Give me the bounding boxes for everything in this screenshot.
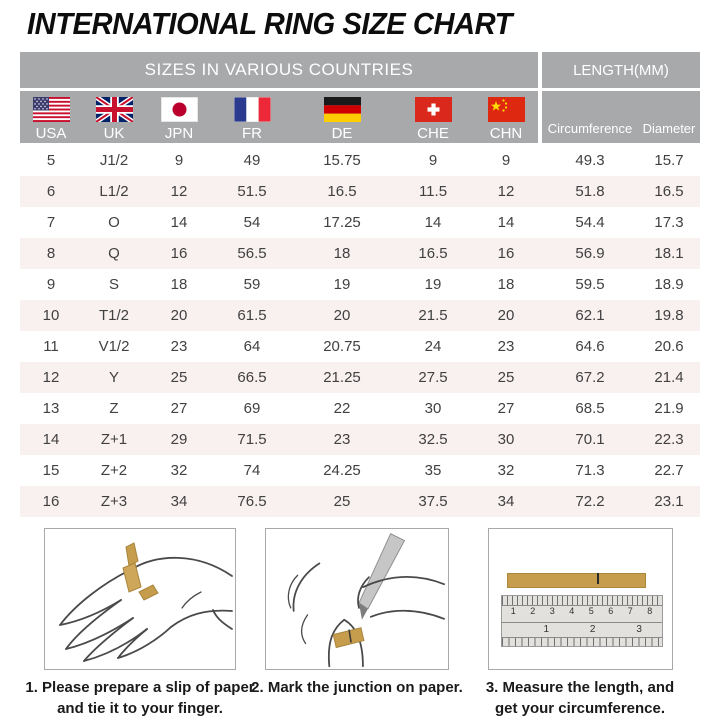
cell-chn: 12 (497, 183, 515, 200)
cell-circumference: 72.2 (575, 493, 605, 510)
cell-de: 19 (333, 276, 351, 293)
length-group-header: LENGTH(MM) (542, 52, 700, 88)
cell-uk: Y (108, 369, 119, 386)
cell-uk: Z+2 (100, 462, 128, 479)
cell-uk: S (108, 276, 119, 293)
column-fr (212, 91, 292, 143)
cell-che: 19 (424, 276, 442, 293)
cell-circumference: 56.9 (575, 245, 605, 262)
cell-che: 35 (424, 462, 442, 479)
cell-chn: 14 (497, 214, 515, 231)
cell-de: 16.5 (327, 183, 357, 200)
cell-uk: J1/2 (99, 152, 129, 169)
cell-circumference: 68.5 (575, 400, 605, 417)
cell-diameter: 19.8 (654, 307, 684, 324)
cell-usa: 12 (42, 369, 60, 386)
table-body (20, 145, 700, 517)
cell-jpn: 27 (170, 400, 188, 417)
cell-chn: 18 (497, 276, 515, 293)
ruler-cm-ticks (502, 596, 662, 606)
cell-usa: 11 (43, 338, 59, 355)
cell-fr: 56.5 (237, 245, 267, 262)
cell-usa: 14 (42, 431, 60, 448)
cell-chn: 25 (497, 369, 515, 386)
cell-usa: 15 (42, 462, 60, 479)
column-de (292, 91, 392, 143)
cell-diameter: 22.3 (654, 431, 684, 448)
cell-che: 30 (424, 400, 442, 417)
cell-circumference: 70.1 (575, 431, 605, 448)
cell-de: 15.75 (323, 152, 361, 169)
table-row (20, 486, 700, 517)
cell-fr: 49 (243, 152, 261, 169)
cell-uk: Z+1 (100, 431, 128, 448)
figure-box-2 (265, 528, 449, 670)
cell-diameter: 18.1 (654, 245, 684, 262)
cell-jpn: 20 (170, 307, 188, 324)
caption-line: 2. Mark the junction on paper. (251, 679, 463, 696)
table-row (20, 331, 700, 362)
column-jpn (146, 91, 212, 143)
ruler-number: 2 (530, 606, 536, 616)
table-row (20, 145, 700, 176)
cell-fr: 59 (243, 276, 261, 293)
uk-flag-icon (96, 97, 133, 122)
cell-de: 24.25 (323, 462, 361, 479)
cell-uk: Z (109, 400, 119, 417)
column-label-fr: FR (242, 125, 262, 142)
cell-diameter: 23.1 (654, 493, 684, 510)
marking-hand-illustration (266, 529, 448, 669)
caption-line: and tie it to your finger. (57, 700, 223, 717)
instruction-step-3 (470, 528, 690, 719)
instruction-caption-2 (247, 677, 467, 698)
cell-diameter: 21.9 (654, 400, 684, 417)
table-row (20, 393, 700, 424)
ruler-number: 5 (588, 606, 594, 616)
table-row (20, 362, 700, 393)
ruler-number: 1 (543, 624, 550, 635)
column-label-usa: USA (35, 125, 67, 142)
cell-fr: 71.5 (237, 431, 267, 448)
cell-de: 22 (333, 400, 351, 417)
japan-flag-icon (161, 97, 198, 122)
cell-che: 11.5 (418, 183, 448, 200)
caption-line: 3. Measure the length, and (485, 679, 675, 696)
column-chn (474, 91, 538, 143)
cell-usa: 7 (46, 214, 56, 231)
cell-diameter: 21.4 (654, 369, 684, 386)
cell-circumference: 67.2 (575, 369, 605, 386)
ruler-number: 8 (647, 606, 653, 616)
cell-jpn: 18 (170, 276, 188, 293)
cell-chn: 34 (497, 493, 515, 510)
cell-chn: 30 (497, 431, 515, 448)
cell-uk: Q (108, 245, 120, 262)
instruction-caption-3 (470, 677, 690, 719)
cell-chn: 32 (497, 462, 515, 479)
china-flag-icon (488, 97, 525, 122)
cell-fr: 66.5 (237, 369, 267, 386)
cell-diameter: 18.9 (654, 276, 684, 293)
cell-uk: T1/2 (98, 307, 129, 324)
cell-fr: 74 (243, 462, 261, 479)
cell-uk: L1/2 (99, 183, 129, 200)
caption-line: get your circumference. (494, 700, 666, 717)
figure-box-1 (44, 528, 236, 670)
cell-uk: V1/2 (98, 338, 130, 355)
cell-fr: 54 (243, 214, 261, 231)
cell-diameter: 16.5 (654, 183, 684, 200)
cell-de: 17.25 (323, 214, 361, 231)
table-row (20, 455, 700, 486)
cell-usa: 10 (42, 307, 60, 324)
germany-flag-icon (324, 97, 361, 122)
ruler-inch-numbers (502, 624, 662, 636)
cell-chn: 23 (497, 338, 515, 355)
cell-usa: 13 (42, 400, 60, 417)
column-label-diameter: Diameter (642, 121, 696, 136)
cell-de: 25 (333, 493, 351, 510)
cell-jpn: 32 (170, 462, 188, 479)
cell-usa: 6 (46, 183, 56, 200)
sizes-group-header: SIZES IN VARIOUS COUNTRIES (20, 52, 538, 88)
column-label-chn: CHN (489, 125, 523, 142)
instruction-caption-1 (15, 677, 265, 719)
cell-circumference: 51.8 (575, 183, 605, 200)
cell-circumference: 49.3 (575, 152, 605, 169)
table-row (20, 207, 700, 238)
cell-usa: 8 (46, 245, 56, 262)
ruler-illustration (501, 595, 663, 647)
table-row (20, 269, 700, 300)
instruction-step-1 (15, 528, 265, 719)
table-row (20, 300, 700, 331)
column-label-de: DE (331, 125, 353, 142)
cell-diameter: 17.3 (654, 214, 684, 231)
cell-che: 37.5 (418, 493, 448, 510)
cell-circumference: 54.4 (575, 214, 605, 231)
table-row (20, 424, 700, 455)
cell-jpn: 23 (170, 338, 188, 355)
cell-jpn: 14 (170, 214, 188, 231)
paper-strip-illustration (507, 573, 646, 588)
table-row (20, 176, 700, 207)
cell-diameter: 15.7 (654, 152, 684, 169)
caption-line: 1. Please prepare a slip of paper (25, 679, 255, 696)
column-uk (82, 91, 146, 143)
ruler-number: 3 (549, 606, 555, 616)
cell-che: 16.5 (418, 245, 448, 262)
cell-jpn: 9 (174, 152, 184, 169)
table-row (20, 238, 700, 269)
cell-che: 24 (424, 338, 442, 355)
cell-circumference: 71.3 (575, 462, 605, 479)
switzerland-flag-icon (415, 97, 452, 122)
cell-jpn: 12 (170, 183, 188, 200)
cell-chn: 27 (497, 400, 515, 417)
cell-de: 20 (333, 307, 351, 324)
figure-box-3 (488, 528, 673, 670)
usa-flag-icon (33, 97, 70, 122)
cell-fr: 61.5 (237, 307, 267, 324)
column-label-che: CHE (417, 125, 449, 142)
ruler-number: 2 (589, 624, 596, 635)
cell-diameter: 22.7 (654, 462, 684, 479)
cell-chn: 20 (497, 307, 515, 324)
ruler-number: 4 (569, 606, 575, 616)
paper-mark (597, 573, 599, 584)
cell-de: 23 (333, 431, 351, 448)
ruler-inch-ticks (502, 637, 662, 646)
ruler-number: 1 (510, 606, 516, 616)
cell-usa: 5 (46, 152, 56, 169)
ring-size-table (20, 52, 700, 517)
cell-de: 20.75 (323, 338, 361, 355)
ruler-number: 3 (636, 624, 642, 635)
column-label-circumference: Circumference (547, 121, 633, 136)
ruler-divider (502, 622, 662, 623)
cell-che: 21.5 (418, 307, 448, 324)
cell-fr: 76.5 (237, 493, 267, 510)
ruler-number: 6 (608, 606, 614, 616)
ruler-cm-numbers (504, 606, 660, 616)
cell-che: 9 (428, 152, 438, 169)
cell-fr: 64 (243, 338, 261, 355)
column-label-jpn: JPN (164, 125, 194, 142)
france-flag-icon (234, 97, 271, 122)
column-label-uk: UK (103, 125, 125, 142)
cell-fr: 51.5 (237, 183, 267, 200)
cell-de: 18 (333, 245, 351, 262)
cell-che: 27.5 (418, 369, 448, 386)
page-title: INTERNATIONAL RING SIZE CHART (27, 6, 512, 41)
cell-jpn: 34 (170, 493, 188, 510)
instruction-step-2 (247, 528, 467, 698)
cell-usa: 9 (46, 276, 56, 293)
cell-che: 32.5 (418, 431, 448, 448)
cell-circumference: 64.6 (575, 338, 605, 355)
cell-diameter: 20.6 (654, 338, 684, 355)
cell-jpn: 16 (170, 245, 188, 262)
cell-fr: 69 (243, 400, 261, 417)
hand-with-paper-illustration (45, 529, 235, 669)
cell-de: 21.25 (323, 369, 361, 386)
ruler-number: 7 (627, 606, 633, 616)
cell-circumference: 62.1 (575, 307, 605, 324)
cell-che: 14 (424, 214, 442, 231)
cell-jpn: 29 (170, 431, 188, 448)
cell-jpn: 25 (170, 369, 188, 386)
cell-uk: O (108, 214, 120, 231)
column-usa (20, 91, 82, 143)
cell-circumference: 59.5 (575, 276, 605, 293)
table-group-header (20, 52, 700, 88)
cell-usa: 16 (42, 493, 60, 510)
cell-chn: 9 (501, 152, 511, 169)
cell-uk: Z+3 (100, 493, 128, 510)
column-che (392, 91, 474, 143)
table-column-header (20, 91, 700, 143)
cell-chn: 16 (497, 245, 515, 262)
